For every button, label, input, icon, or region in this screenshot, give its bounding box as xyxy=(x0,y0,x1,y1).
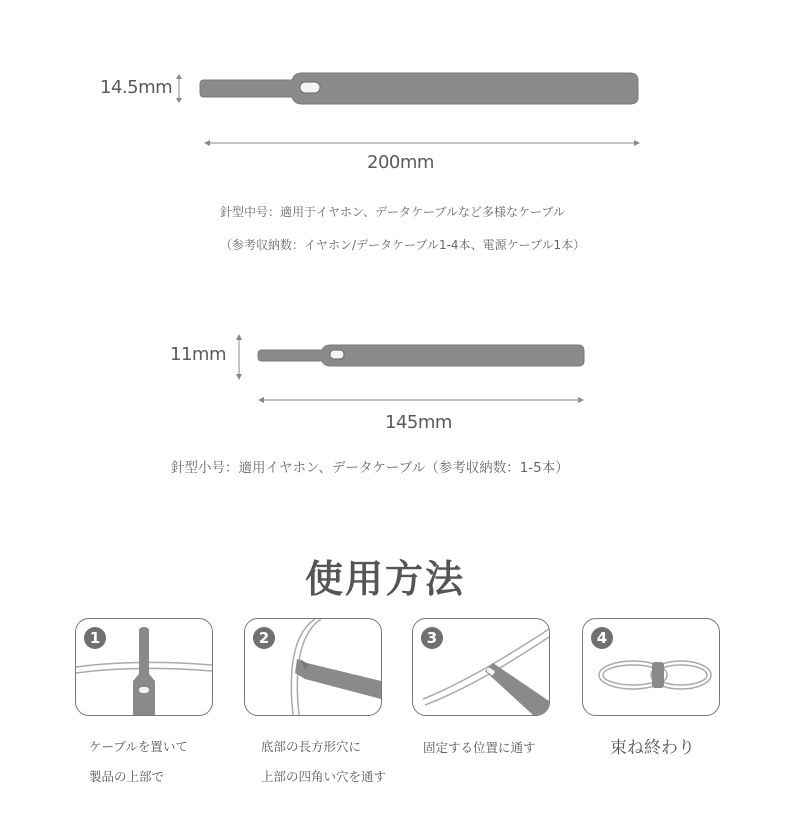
step-2-number: 2 xyxy=(253,627,275,649)
step-1-text-line1: ケーブルを置いて xyxy=(89,739,188,754)
large-strap-height-label: 14.5mm xyxy=(100,77,173,98)
step-2-text-line1: 底部の長方形穴に xyxy=(261,739,362,754)
step-1-number: 1 xyxy=(84,627,106,649)
small-strap-length-label: 145mm xyxy=(385,412,452,433)
step-1-card xyxy=(75,618,213,716)
step-1-text-line2: 製品の上部で xyxy=(89,769,165,784)
step-3-text-line1: 固定する位置に通す xyxy=(423,740,536,755)
step-2-card xyxy=(244,618,382,716)
step-3-number: 3 xyxy=(421,627,443,649)
small-strap-description: 針型小号：適用イヤホン、データケーブル（参考収納数：1-5本） xyxy=(171,460,569,476)
step-2-text-line2: 上部の四角い穴を通す xyxy=(261,769,387,784)
step-4-number: 4 xyxy=(591,627,613,649)
step-4-text-line1: 束ね終わり xyxy=(610,738,695,758)
usage-title: 使用方法 xyxy=(305,557,466,601)
step-3-card xyxy=(412,618,550,716)
large-strap-capacity: （参考収納数：イヤホン/データケーブル1-4本、電源ケーブル1本） xyxy=(220,238,586,252)
large-strap-length-label: 200mm xyxy=(367,152,434,173)
large-strap-description: 針型中号：適用于イヤホン、データケーブルなど多様なケーブル xyxy=(220,205,565,219)
step-4-card xyxy=(582,618,720,716)
small-strap-height-label: 11mm xyxy=(170,344,226,365)
